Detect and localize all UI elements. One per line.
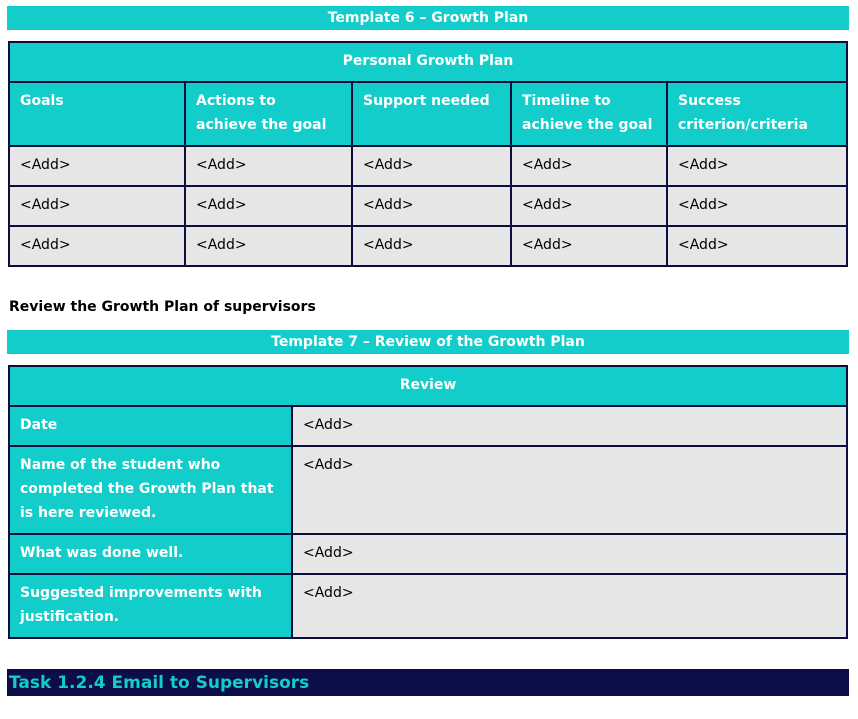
- template-7-banner: [7, 330, 849, 354]
- task-heading-bar: [7, 669, 849, 696]
- add-field[interactable]: <Add>: [292, 406, 847, 446]
- add-field[interactable]: <Add>: [185, 186, 352, 226]
- header-support: Support needed: [352, 82, 511, 146]
- add-field[interactable]: <Add>: [185, 146, 352, 186]
- growth-plan-header-row: [9, 82, 847, 146]
- add-field[interactable]: <Add>: [352, 226, 511, 266]
- add-field[interactable]: <Add>: [9, 226, 185, 266]
- growth-plan-title: Personal Growth Plan: [9, 42, 847, 82]
- task-heading: Task 1.2.4 Email to Supervisors: [9, 673, 310, 693]
- header-timeline: Timeline to achieve the goal: [511, 82, 667, 146]
- growth-plan-table: [8, 41, 848, 267]
- add-field[interactable]: <Add>: [511, 146, 667, 186]
- header-actions: Actions to achieve the goal: [185, 82, 352, 146]
- table-row: [9, 186, 847, 226]
- table-row: [9, 226, 847, 266]
- header-success: Success criterion/criteria: [667, 82, 847, 146]
- add-field[interactable]: <Add>: [511, 186, 667, 226]
- template-7-banner-text: Template 7 – Review of the Growth Plan: [271, 334, 585, 350]
- table-row: [9, 146, 847, 186]
- add-field[interactable]: <Add>: [185, 226, 352, 266]
- add-field[interactable]: <Add>: [667, 146, 847, 186]
- table-row: [9, 446, 847, 534]
- add-field[interactable]: <Add>: [511, 226, 667, 266]
- growth-plan-title-row: [9, 42, 847, 82]
- add-field[interactable]: <Add>: [352, 186, 511, 226]
- add-field[interactable]: <Add>: [292, 574, 847, 638]
- row-label-improvements: Suggested improvements with justification.: [9, 574, 292, 638]
- add-field[interactable]: <Add>: [9, 186, 185, 226]
- add-field[interactable]: <Add>: [292, 446, 847, 534]
- row-label-done-well: What was done well.: [9, 534, 292, 574]
- add-field[interactable]: <Add>: [9, 146, 185, 186]
- table-row: [9, 574, 847, 638]
- template-6-banner-text: Template 6 – Growth Plan: [327, 10, 529, 26]
- table-row: [9, 406, 847, 446]
- row-label-date: Date: [9, 406, 292, 446]
- table-row: [9, 534, 847, 574]
- row-label-student-name: Name of the student who completed the Growth Plan that is here reviewed.: [9, 446, 292, 534]
- header-goals: Goals: [9, 82, 185, 146]
- review-caption: Review the Growth Plan of supervisors: [9, 299, 316, 315]
- add-field[interactable]: <Add>: [292, 534, 847, 574]
- review-title: Review: [9, 366, 847, 406]
- review-table: [8, 365, 848, 639]
- add-field[interactable]: <Add>: [352, 146, 511, 186]
- review-title-row: [9, 366, 847, 406]
- template-6-banner: [7, 6, 849, 30]
- add-field[interactable]: <Add>: [667, 186, 847, 226]
- add-field[interactable]: <Add>: [667, 226, 847, 266]
